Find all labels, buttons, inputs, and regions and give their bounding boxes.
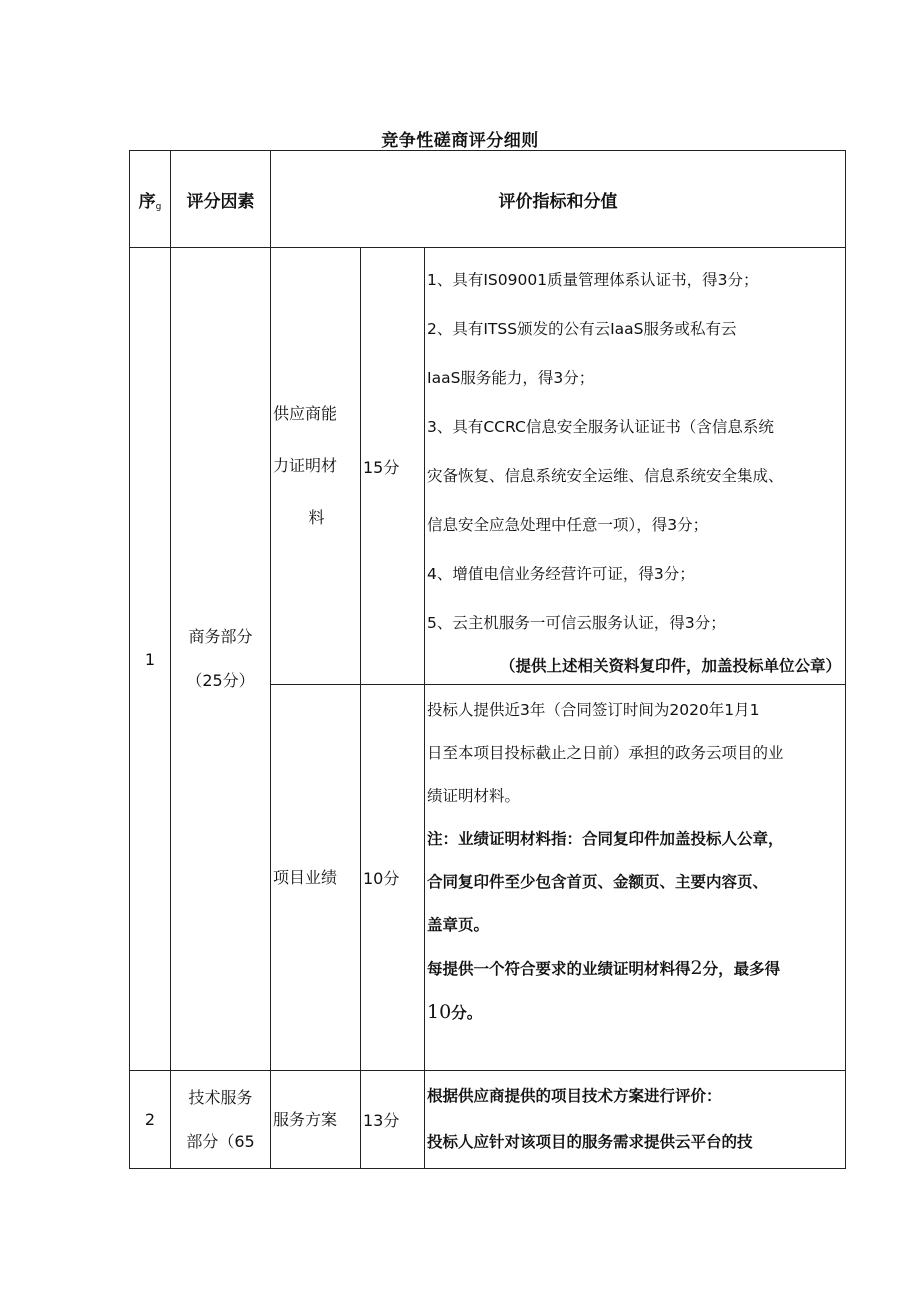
row-number: 1 — [130, 248, 171, 1071]
criteria-line: 投标人提供近3年（合同签订时间为2020年1月1 — [427, 701, 760, 719]
criteria-note: （提供上述相关资料复印件，加盖投标单位公章） — [499, 657, 841, 675]
criteria-line: 根据供应商提供的项目技术方案进行评价： — [427, 1087, 722, 1105]
table-row — [130, 1071, 846, 1169]
criteria-line: 2、具有ITSS颁发的公有云IaaS服务或私有云 — [427, 320, 737, 338]
row-number: 2 — [130, 1071, 171, 1169]
factor-line: 技术服务 — [188, 1087, 253, 1107]
header-factor: 评分因素 — [171, 151, 271, 248]
scoring-table — [129, 150, 846, 1169]
criteria-line: 注：业绩证明材料指：合同复印件加盖投标人公章， — [427, 830, 784, 848]
item-score: 15分 — [361, 248, 425, 685]
criteria-line: 日至本项目投标截止之日前）承担的政务云项目的业 — [427, 744, 784, 762]
document-title: 竞争性磋商评分细则 — [381, 131, 539, 151]
item-score: 13分 — [361, 1071, 425, 1169]
item-score: 10分 — [361, 685, 425, 1071]
criteria-line: 1、具有IS09001质量管理体系认证书，得3分； — [427, 271, 759, 289]
item-criteria — [425, 1071, 846, 1169]
table-row — [130, 248, 846, 685]
criteria-line: 灾备恢复、信息系统安全运维、信息系统安全集成、 — [427, 467, 784, 485]
criteria-line: 3、具有CCRC信息安全服务认证证书（含信息系统 — [427, 418, 774, 436]
criteria-line: 投标人应针对该项目的服务需求提供云平台的技 — [427, 1133, 753, 1151]
criteria-line: 4、增值电信业务经营许可证，得3分； — [427, 565, 695, 583]
item-name: 服务方案 — [271, 1071, 361, 1169]
header-criteria: 评价指标和分值 — [271, 151, 846, 248]
factor-line: 商务部分 — [188, 627, 253, 646]
factor-line: （25分） — [186, 671, 255, 690]
item-name: 项目业绩 — [271, 685, 361, 1071]
item-criteria — [425, 248, 846, 685]
criteria-line: 盖章页。 — [427, 916, 490, 934]
criteria-line: 信息安全应急处理中任意一项），得3分； — [427, 516, 709, 534]
factor-line: 部分（65 — [186, 1131, 255, 1151]
item-name-line: 力证明材 — [273, 456, 338, 475]
criteria-line: IaaS服务能力，得3分； — [427, 369, 595, 387]
item-criteria — [425, 685, 846, 1071]
scoring-factor — [171, 248, 271, 1071]
item-name-line: 供应商能 — [273, 404, 338, 423]
criteria-line: 5、云主机服务一可信云服务认证，得3分； — [427, 614, 726, 632]
header-seq-mark: g — [155, 201, 162, 212]
item-name-line: 料 — [308, 508, 325, 527]
criteria-line: 合同复印件至少包含首页、金额页、主要内容页、 — [427, 873, 769, 891]
header-seq: 序g — [130, 151, 171, 248]
criteria-line: 绩证明材料。 — [427, 787, 521, 805]
scoring-factor — [171, 1071, 271, 1169]
criteria-line: 10分。 — [427, 1001, 483, 1023]
criteria-line: 每提供一个符合要求的业绩证明材料得2分，最多得 — [427, 957, 781, 979]
table-header-row — [130, 151, 846, 248]
item-name — [271, 248, 361, 685]
